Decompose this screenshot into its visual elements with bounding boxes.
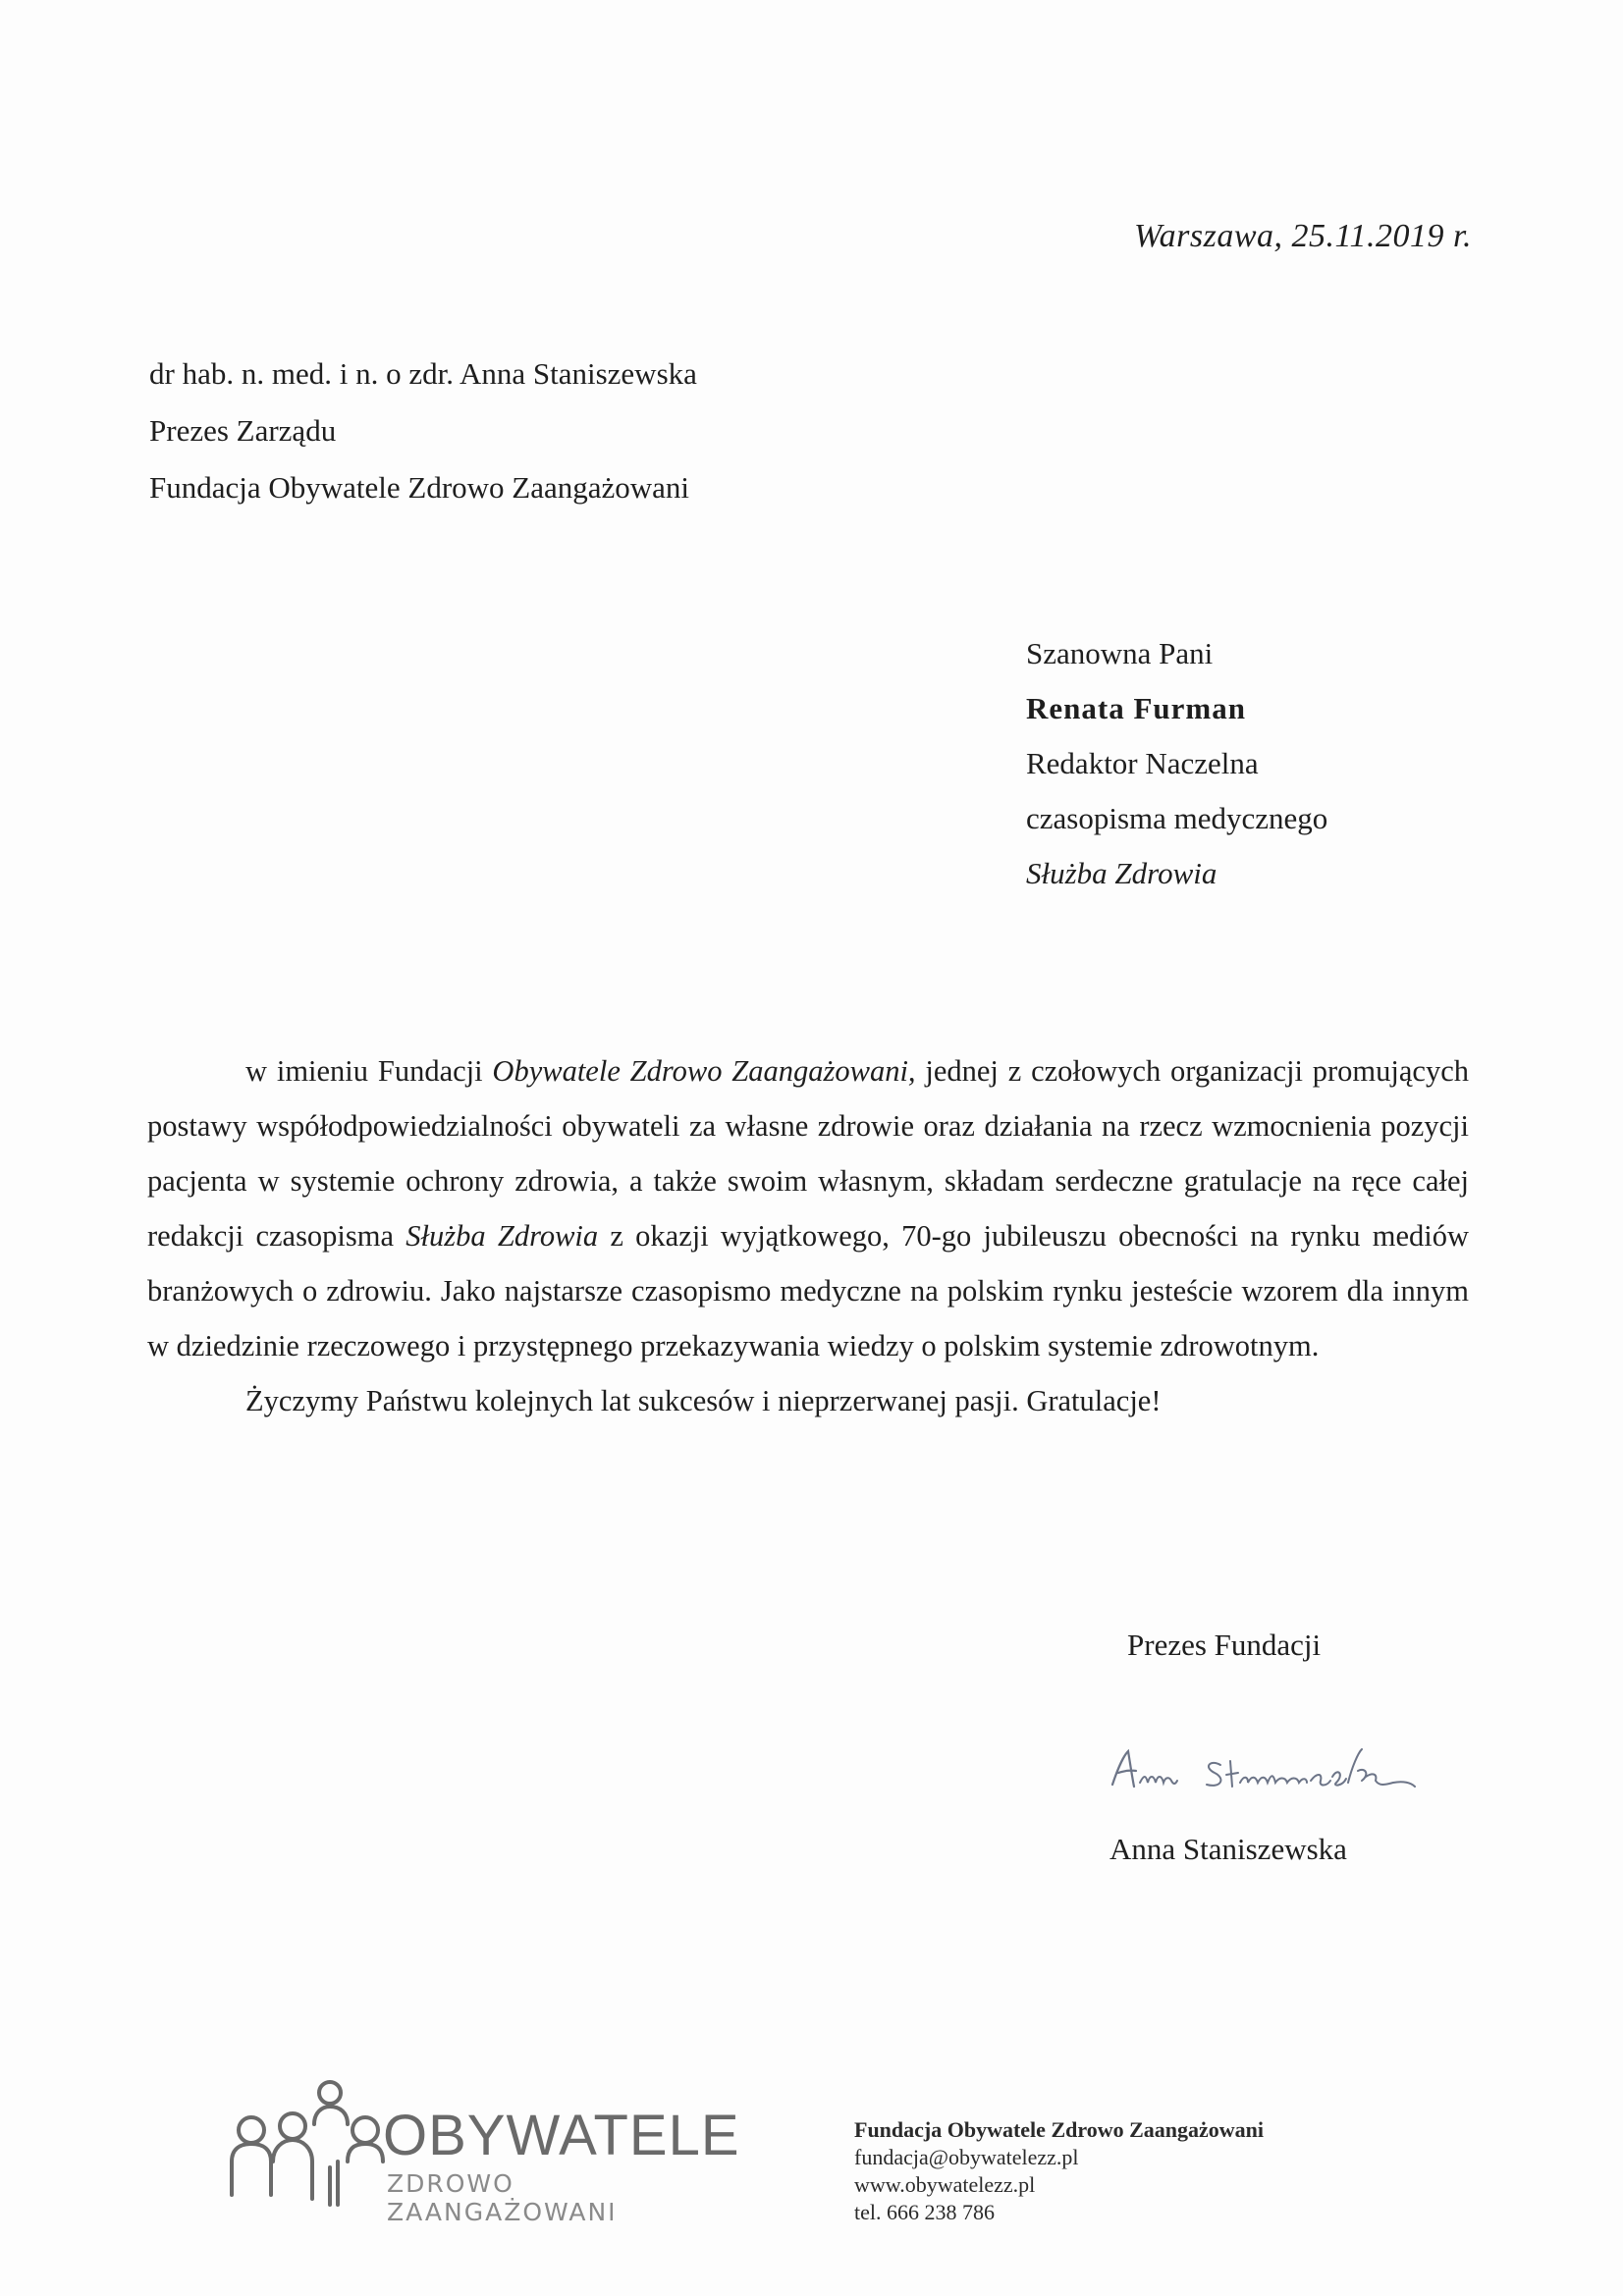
sender-organization: Fundacja Obywatele Zdrowo Zaangażowani [149, 470, 690, 505]
logo-wordmark: OBYWATELE [383, 2104, 740, 2167]
sender-title: Prezes Zarządu [149, 413, 337, 448]
body-paragraph-1 [147, 1043, 1469, 1373]
people-icon [224, 2071, 391, 2218]
magazine-name: Służba Zdrowia [406, 1219, 599, 1253]
letter-body [147, 1043, 1469, 1428]
body-paragraph-2: Życzymy Państwu kolejnych lat sukcesów i nieprzerwanej pasji. Gratulacje! [245, 1384, 1162, 1417]
footer-contact [854, 2116, 1264, 2226]
recipient-salutation: Szanowna Pani [1026, 636, 1214, 670]
recipient-organization: czasopisma medycznego [1026, 801, 1328, 835]
letter-date: Warszawa, 25.11.2019 r. [1133, 218, 1472, 254]
sender-block [149, 346, 697, 516]
recipient-name: Renata Furman [1026, 691, 1246, 725]
sender-name: dr hab. n. med. i n. o zdr. Anna Staniszewska [149, 356, 697, 391]
recipient-magazine: Służba Zdrowia [1026, 856, 1217, 890]
body-text-segment: z okazji wyjątkowego, 70-go jubileuszu obecności na rynku mediów branżowych o zdrowiu. Jako najstarsze czasopismo medyczne na polskim rynku jesteście wzorem dla innym w dziedzinie rzeczowego i przystępnego przekazywania wiedzy o polskim systemie zdrowotnym. [147, 1219, 1469, 1362]
body-text-segment: jednej z czołowych organizacji promujących postawy współodpowiedzialności obywateli za własne zdrowie oraz działania na rzecz wzmocnienia pozycji pacjenta w systemie ochrony zdrowia, a także swoim własnym, składam serdeczne gratulacje na ręce całej redakcji czasopisma [147, 1054, 1469, 1253]
body-text-segment: w imieniu Fundacji [245, 1054, 493, 1088]
footer-website: www.obywatelezz.pl [854, 2172, 1036, 2197]
recipient-block [1026, 626, 1327, 901]
handwritten-signature [1105, 1737, 1419, 1806]
footer-phone: tel. 666 238 786 [854, 2200, 995, 2224]
footer-email: fundacja@obywatelezz.pl [854, 2145, 1079, 2169]
footer-organization: Fundacja Obywatele Zdrowo Zaangażowani [854, 2117, 1265, 2142]
recipient-role: Redaktor Naczelna [1026, 746, 1259, 780]
foundation-logo [224, 2071, 740, 2226]
foundation-name: Obywatele Zdrowo Zaangażowani, [492, 1054, 916, 1088]
logo-tagline: ZDROWO ZAANGAŻOWANI [387, 2169, 618, 2226]
closing-title: Prezes Fundacji [1127, 1628, 1322, 1662]
signer-name: Anna Staniszewska [1109, 1832, 1347, 1866]
